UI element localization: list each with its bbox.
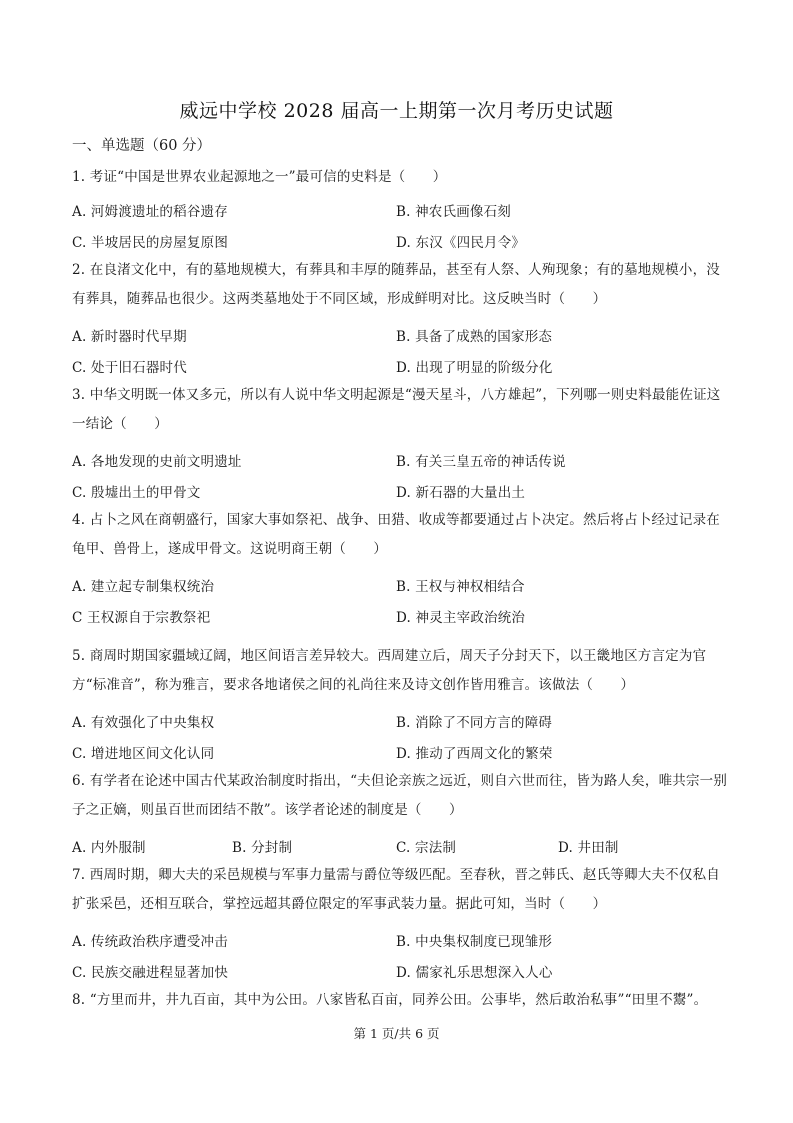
question-2-option-d: D. 出现了明显的阶级分化 bbox=[396, 360, 553, 376]
question-6-option-a: A. 内外服制 bbox=[72, 840, 146, 856]
question-6-option-b: B. 分封制 bbox=[232, 840, 293, 856]
question-5-option-a: A. 有效强化了中央集权 bbox=[72, 715, 215, 731]
question-7-option-d: D. 儒家礼乐思想深入人心 bbox=[396, 965, 553, 981]
question-2-option-a: A. 新时器时代早期 bbox=[72, 329, 187, 345]
question-8-stem: 8. “方里而井，井九百亩，其中为公田。八家皆私百亩，同养公田。公事毕，然后敢治私事”“田里不鬻”。 bbox=[72, 992, 708, 1008]
question-5-option-b: B. 消除了不同方言的障碍 bbox=[396, 715, 553, 731]
question-6-option-c: C. 宗法制 bbox=[396, 840, 457, 856]
question-1-option-c: C. 半坡居民的房屋复原图 bbox=[72, 235, 229, 251]
question-3-option-b: B. 有关三皇五帝的神话传说 bbox=[396, 454, 566, 470]
question-7-stem: 7. 西周时期，卿大夫的采邑规模与军事力量需与爵位等级匹配。至春秋，晋之韩氏、赵氏等卿大夫不仅私自扩张采邑，还相互联合，掌控远超其爵位限定的军事武装力量。据此可知，当时（ ） bbox=[72, 867, 720, 912]
question-4-stem: 4. 占卜之风在商朝盛行，国家大事如祭祀、战争、田猎、收成等都要通过占卜决定。然后将占卜经过记录在龟甲、兽骨上，遂成甲骨文。这说明商王朝（ ） bbox=[72, 512, 720, 557]
exam-title: 威远中学校 2028 届高一上期第一次月考历史试题 bbox=[179, 100, 614, 122]
section-heading: 一、单选题（60 分） bbox=[72, 138, 212, 154]
question-5-option-d: D. 推动了西周文化的繁荣 bbox=[396, 746, 553, 762]
question-7-option-b: B. 中央集权制度已现雏形 bbox=[396, 934, 553, 950]
question-3-option-c: C. 殷墟出土的甲骨文 bbox=[72, 485, 201, 501]
question-7-option-c: C. 民族交融进程显著加快 bbox=[72, 965, 229, 981]
question-5-option-c: C. 增进地区间文化认同 bbox=[72, 746, 215, 762]
question-4-option-b: B. 王权与神权相结合 bbox=[396, 579, 525, 595]
question-7-option-a: A. 传统政治秩序遭受冲击 bbox=[72, 934, 228, 950]
question-4-option-a: A. 建立起专制集权统治 bbox=[72, 579, 215, 595]
question-2-stem: 2. 在良渚文化中，有的墓地规模大，有葬具和丰厚的随葬品，甚至有人祭、人殉现象；有的墓地规模小，没有葬具，随葬品也很少。这两类墓地处于不同区域，形成鲜明对比。这反映当时（ ） bbox=[72, 262, 720, 307]
question-2-option-b: B. 具备了成熟的国家形态 bbox=[396, 329, 553, 345]
question-4-option-c: C 王权源自于宗教祭祀 bbox=[72, 610, 211, 626]
question-1-option-a: A. 河姆渡遗址的稻谷遗存 bbox=[72, 204, 228, 220]
question-2-option-c: C. 处于旧石器时代 bbox=[72, 360, 187, 376]
question-6-stem: 6. 有学者在论述中国古代某政治制度时指出，“夫但论亲族之远近，则自六世而往，皆为路人矣，唯共宗一别子之正嫡，则虽百世而团结不散”。该学者论述的制度是（ ） bbox=[72, 773, 728, 818]
page-number: 第 1 页/共 6 页 bbox=[353, 1026, 440, 1041]
question-5-stem: 5. 商周时期国家疆域辽阔，地区间语言差异较大。西周建立后，周天子分封天下，以王畿地区方言定为官方“标准音”，称为雅言，要求各地诸侯之间的礼尚往来及诗文创作皆用雅言。该做法（ ） bbox=[72, 648, 707, 693]
question-3-option-d: D. 新石器的大量出土 bbox=[396, 485, 526, 501]
question-1-stem: 1. 考证“中国是世界农业起源地之一”最可信的史料是（ ） bbox=[72, 169, 447, 185]
question-6-option-d: D. 井田制 bbox=[558, 840, 619, 856]
question-3-stem: 3. 中华文明既一体又多元，所以有人说中华文明起源是“漫天星斗，八方雄起”，下列哪一则史料最能佐证这一结论（ ） bbox=[72, 387, 721, 432]
question-3-option-a: A. 各地发现的史前文明遗址 bbox=[72, 454, 242, 470]
question-1-option-b: B. 神农氏画像石刻 bbox=[396, 204, 512, 220]
question-4-option-d: D. 神灵主宰政治统治 bbox=[396, 610, 526, 626]
question-1-option-d: D. 东汉《四民月令》 bbox=[396, 235, 526, 251]
